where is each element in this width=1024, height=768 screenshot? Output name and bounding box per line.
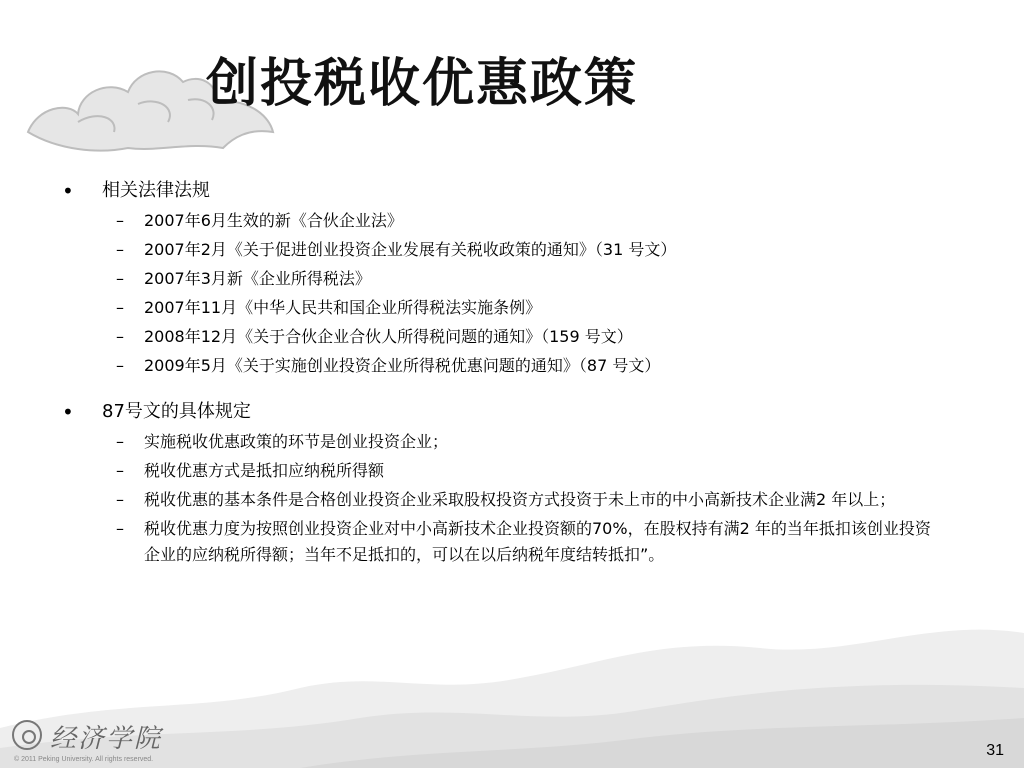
list-item xyxy=(116,237,962,263)
list-item xyxy=(116,429,962,455)
dash-icon: – xyxy=(116,269,124,288)
dash-icon: – xyxy=(116,298,124,317)
list-item-text: 2007年6月生效的新《合伙企业法》 xyxy=(144,211,403,230)
school-logo xyxy=(12,718,172,762)
list-item-text: 2007年3月新《企业所得税法》 xyxy=(144,269,371,288)
section-rule-87 xyxy=(62,399,962,568)
university-seal-icon xyxy=(12,720,42,750)
dash-icon: – xyxy=(116,461,124,480)
bullet-icon: • xyxy=(62,179,74,203)
list-item-text: 税收优惠的基本条件是合格创业投资企业采取股权投资方式投资于未上市的中小高新技术企业满2 年以上； xyxy=(144,490,896,509)
dash-icon: – xyxy=(116,240,124,259)
dash-icon: – xyxy=(116,432,124,451)
bullet-icon: • xyxy=(62,400,74,424)
dash-icon: – xyxy=(116,211,124,230)
list-item xyxy=(116,266,962,292)
heading-text: 相关法律法规 xyxy=(102,180,210,201)
list-item xyxy=(116,516,962,568)
list-item-text: 2008年12月《关于合伙企业合伙人所得税问题的通知》（159 号文） xyxy=(144,327,633,346)
page-title: 创投税收优惠政策 xyxy=(206,54,639,114)
list-item-text: 2007年2月《关于促进创业投资企业发展有关税收政策的通知》（31 号文） xyxy=(144,240,677,259)
list-item xyxy=(116,208,962,234)
slide-body xyxy=(62,178,962,582)
list-item-text: 实施税收优惠政策的环节是创业投资企业； xyxy=(144,432,449,451)
dash-icon: – xyxy=(116,356,124,375)
section-laws xyxy=(62,178,962,379)
logo-text: 经济学院 xyxy=(50,724,163,754)
list-item xyxy=(116,353,962,379)
page-number: 31 xyxy=(986,742,1004,759)
list-item xyxy=(116,487,962,513)
dash-icon: – xyxy=(116,490,124,509)
list-item xyxy=(116,324,962,350)
dash-icon: – xyxy=(116,327,124,346)
list-heading xyxy=(62,399,962,425)
list-item xyxy=(116,295,962,321)
list-heading xyxy=(62,178,962,204)
list-item-text: 2007年11月《中华人民共和国企业所得税法实施条例》 xyxy=(144,298,542,317)
copyright-text: © 2011 Peking University. All rights reserved. xyxy=(14,756,154,763)
heading-text: 87号文的具体规定 xyxy=(102,401,251,422)
list-item-text: 税收优惠方式是抵扣应纳税所得额 xyxy=(144,461,385,480)
list-item-text: 2009年5月《关于实施创业投资企业所得税优惠问题的通知》（87 号文） xyxy=(144,356,661,375)
list-item-text: 税收优惠力度为按照创业投资企业对中小高新技术企业投资额的70%，在股权持有满2 年的当年抵扣该创业投资企业的应纳税所得额；当年不足抵扣的，可以在以后纳税年度结转抵扣”。 xyxy=(144,519,931,564)
dash-icon: – xyxy=(116,519,124,538)
list-item xyxy=(116,458,962,484)
